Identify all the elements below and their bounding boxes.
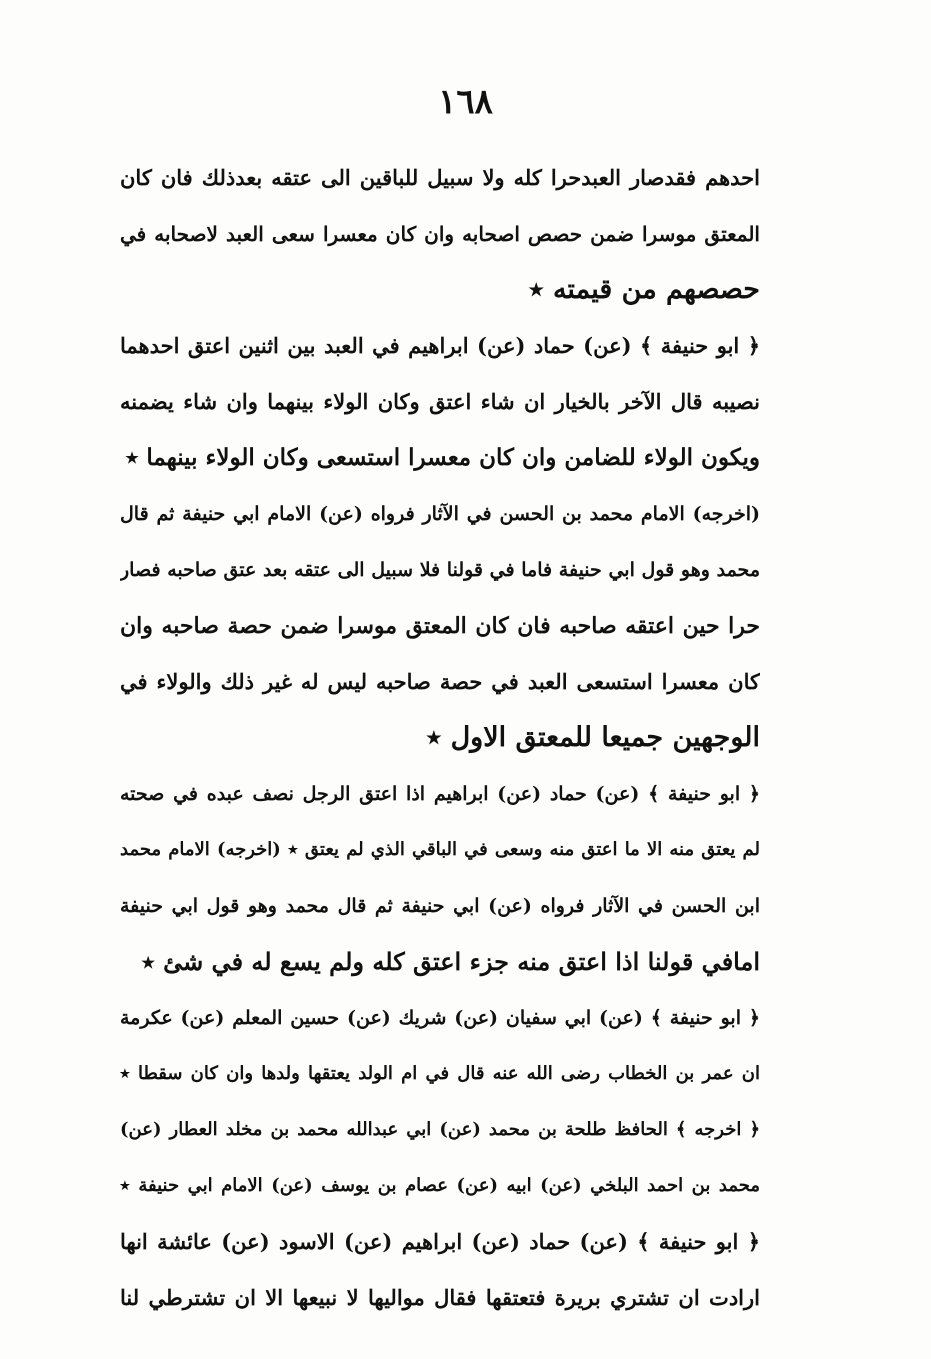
text-line: المعتق موسرا ضمن حصص اصحابه وان كان معسرا سعى العبد لاصحابه في [120, 222, 760, 246]
text-line: نصيبه قال الآخر بالخيار ان شاء اعتق وكان الولاء بينهما وان شاء يضمنه [120, 389, 760, 414]
body-text [120, 150, 760, 1326]
text-line: ان عمر بن الخطاب رضى الله عنه قال في ام الولد يعتقها ولدها وان كان سقطا ٭ [120, 1063, 760, 1084]
text-line: امافي قولنا اذا اعتق منه جزء اعتق كله ولم يسع له في شئ ٭ [141, 947, 760, 976]
text-line: ﴿ ابو حنيفة ﴾ (عن) ابي سفيان (عن) شريك (عن) حسين المعلم (عن) عكرمة [120, 1007, 760, 1029]
text-line: محمد وهو قول ابي حنيفة فاما في قولنا فلا سبيل الى عتقه بعد عتق صاحبه فصار [120, 559, 760, 581]
text-line: ابن الحسن في الآثار فرواه (عن) ابي حنيفة ثم قال محمد وهو قول ابي حنيفة [120, 895, 760, 917]
text-line: ويكون الولاء للضامن وان كان معسرا استسعى وكان الولاء بينهما ٭ [125, 444, 760, 471]
text-line: ﴿ ابو حنيفة ﴾ (عن) حماد (عن) ابراهيم في العبد بين اثنين اعتق احدهما [120, 333, 760, 358]
text-line: ارادت ان تشتري بريرة فتعتقها فقال مواليها لا نبيعها الا ان تشترطي لنا [120, 1285, 760, 1310]
text-line: احدهم فقدصار العبدحرا كله ولا سبيل للباقين الى عتقه بعدذلك فان كان [120, 165, 760, 190]
text-line: حرا حين اعتقه صاحبه فان كان المعتق موسرا ضمن حصة صاحبه وان [120, 613, 760, 639]
page-number: ١٦٨ [438, 82, 493, 122]
text-line: الوجهين جميعا للمعتق الاول ٭ [426, 722, 760, 753]
text-line: كان معسرا استسعى العبد في حصة صاحبه ليس له غير ذلك والولاء في [120, 669, 760, 694]
text-line: ﴿ ابو حنيفة ﴾ (عن) حماد (عن) ابراهيم اذا اعتق الرجل نصف عبده في صحته [120, 783, 760, 805]
text-line: لم يعتق منه الا ما اعتق منه وسعى في الباقي الذي لم يعتق ٭ (اخرجه) الامام محمد [120, 839, 760, 860]
text-line: محمد بن احمد البلخي (عن) ابيه (عن) عصام بن يوسف (عن) الامام ابي حنيفة ٭ [120, 1175, 760, 1196]
text-line: ﴿ اخرجه ﴾ الحافظ طلحة بن محمد (عن) ابي عبدالله محمد بن مخلد العطار (عن) [120, 1119, 760, 1140]
text-line: (اخرجه) الامام محمد بن الحسن في الآثار فرواه (عن) الامام ابي حنيفة ثم قال [120, 503, 760, 525]
text-line: ﴿ ابو حنيفة ﴾ (عن) حماد (عن) ابراهيم (عن) الاسود (عن) عائشة انها [120, 1229, 760, 1254]
text-line: حصصهم من قيمته ٭ [528, 274, 760, 305]
